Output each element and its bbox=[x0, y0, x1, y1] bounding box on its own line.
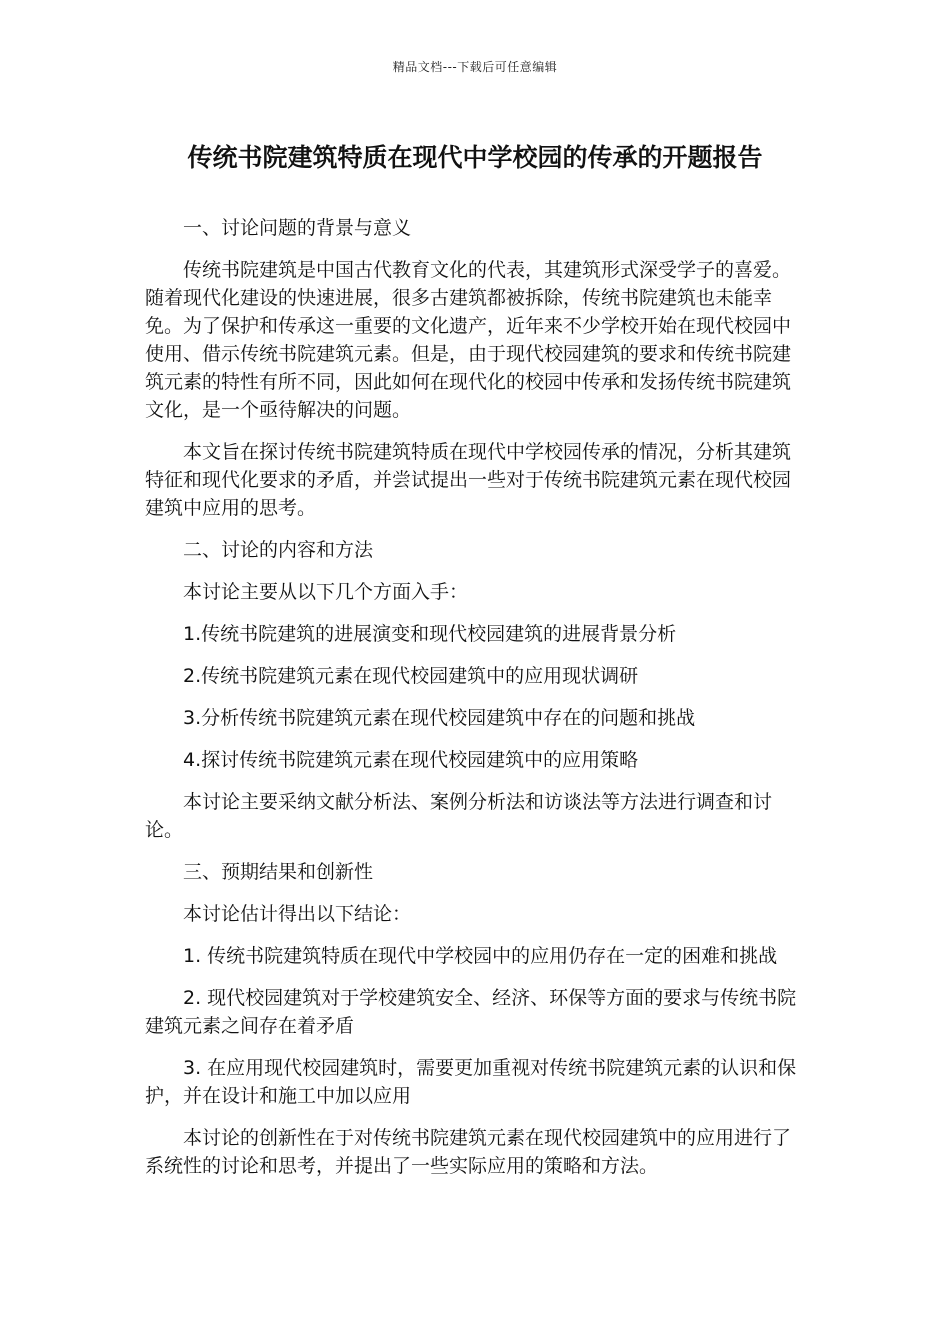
document-title: 传统书院建筑特质在现代中学校园的传承的开题报告 bbox=[187, 143, 763, 172]
list-item: 4.探讨传统书院建筑元素在现代校园建筑中的应用策略 bbox=[183, 749, 639, 771]
list-item: 2. 现代校园建筑对于学校建筑安全、经济、环保等方面的要求与传统书院建筑元素之间存在着矛盾 bbox=[145, 987, 797, 1037]
list-item: 3.分析传统书院建筑元素在现代校园建筑中存在的问题和挑战 bbox=[183, 707, 696, 729]
page-header: 精品文档---下载后可任意编辑 bbox=[392, 60, 558, 74]
list-item: 1.传统书院建筑的进展演变和现代校园建筑的进展背景分析 bbox=[183, 623, 677, 645]
section-heading-content-method: 二、讨论的内容和方法 bbox=[183, 539, 374, 561]
paragraph: 传统书院建筑是中国古代教育文化的代表，其建筑形式深受学子的喜爱。随着现代化建设的快速进展，很多古建筑都被拆除，传统书院建筑也未能幸免。为了保护和传承这一重要的文化遗产，近年来不少学校开始在现代校园中使用、借示传统书院建筑元素。但是，由于现代校园建筑的要求和传统书院建筑元素的特性有所不同，因此如何在现代化的校园中传承和发扬传统书院建筑文化，是一个亟待解决的问题。 bbox=[145, 259, 792, 421]
list-item: 3. 在应用现代校园建筑时，需要更加重视对传统书院建筑元素的认识和保护，并在设计和施工中加以应用 bbox=[145, 1057, 797, 1107]
paragraph: 本讨论主要从以下几个方面入手： bbox=[183, 581, 469, 603]
paragraph: 本讨论的创新性在于对传统书院建筑元素在现代校园建筑中的应用进行了系统性的讨论和思考，并提出了一些实际应用的策略和方法。 bbox=[145, 1127, 792, 1177]
paragraph: 本讨论估计得出以下结论： bbox=[183, 903, 412, 925]
paragraph: 本讨论主要采纳文献分析法、案例分析法和访谈法等方法进行调查和讨论。 bbox=[145, 791, 773, 841]
paragraph: 本文旨在探讨传统书院建筑特质在现代中学校园传承的情况，分析其建筑特征和现代化要求的矛盾，并尝试提出一些对于传统书院建筑元素在现代校园建筑中应用的思考。 bbox=[145, 441, 792, 519]
section-heading-background: 一、讨论问题的背景与意义 bbox=[183, 217, 412, 239]
document-body bbox=[145, 214, 805, 1194]
list-item: 2.传统书院建筑元素在现代校园建筑中的应用现状调研 bbox=[183, 665, 639, 687]
section-heading-expected-results: 三、预期结果和创新性 bbox=[183, 861, 374, 883]
list-item: 1. 传统书院建筑特质在现代中学校园中的应用仍存在一定的困难和挑战 bbox=[183, 945, 778, 967]
